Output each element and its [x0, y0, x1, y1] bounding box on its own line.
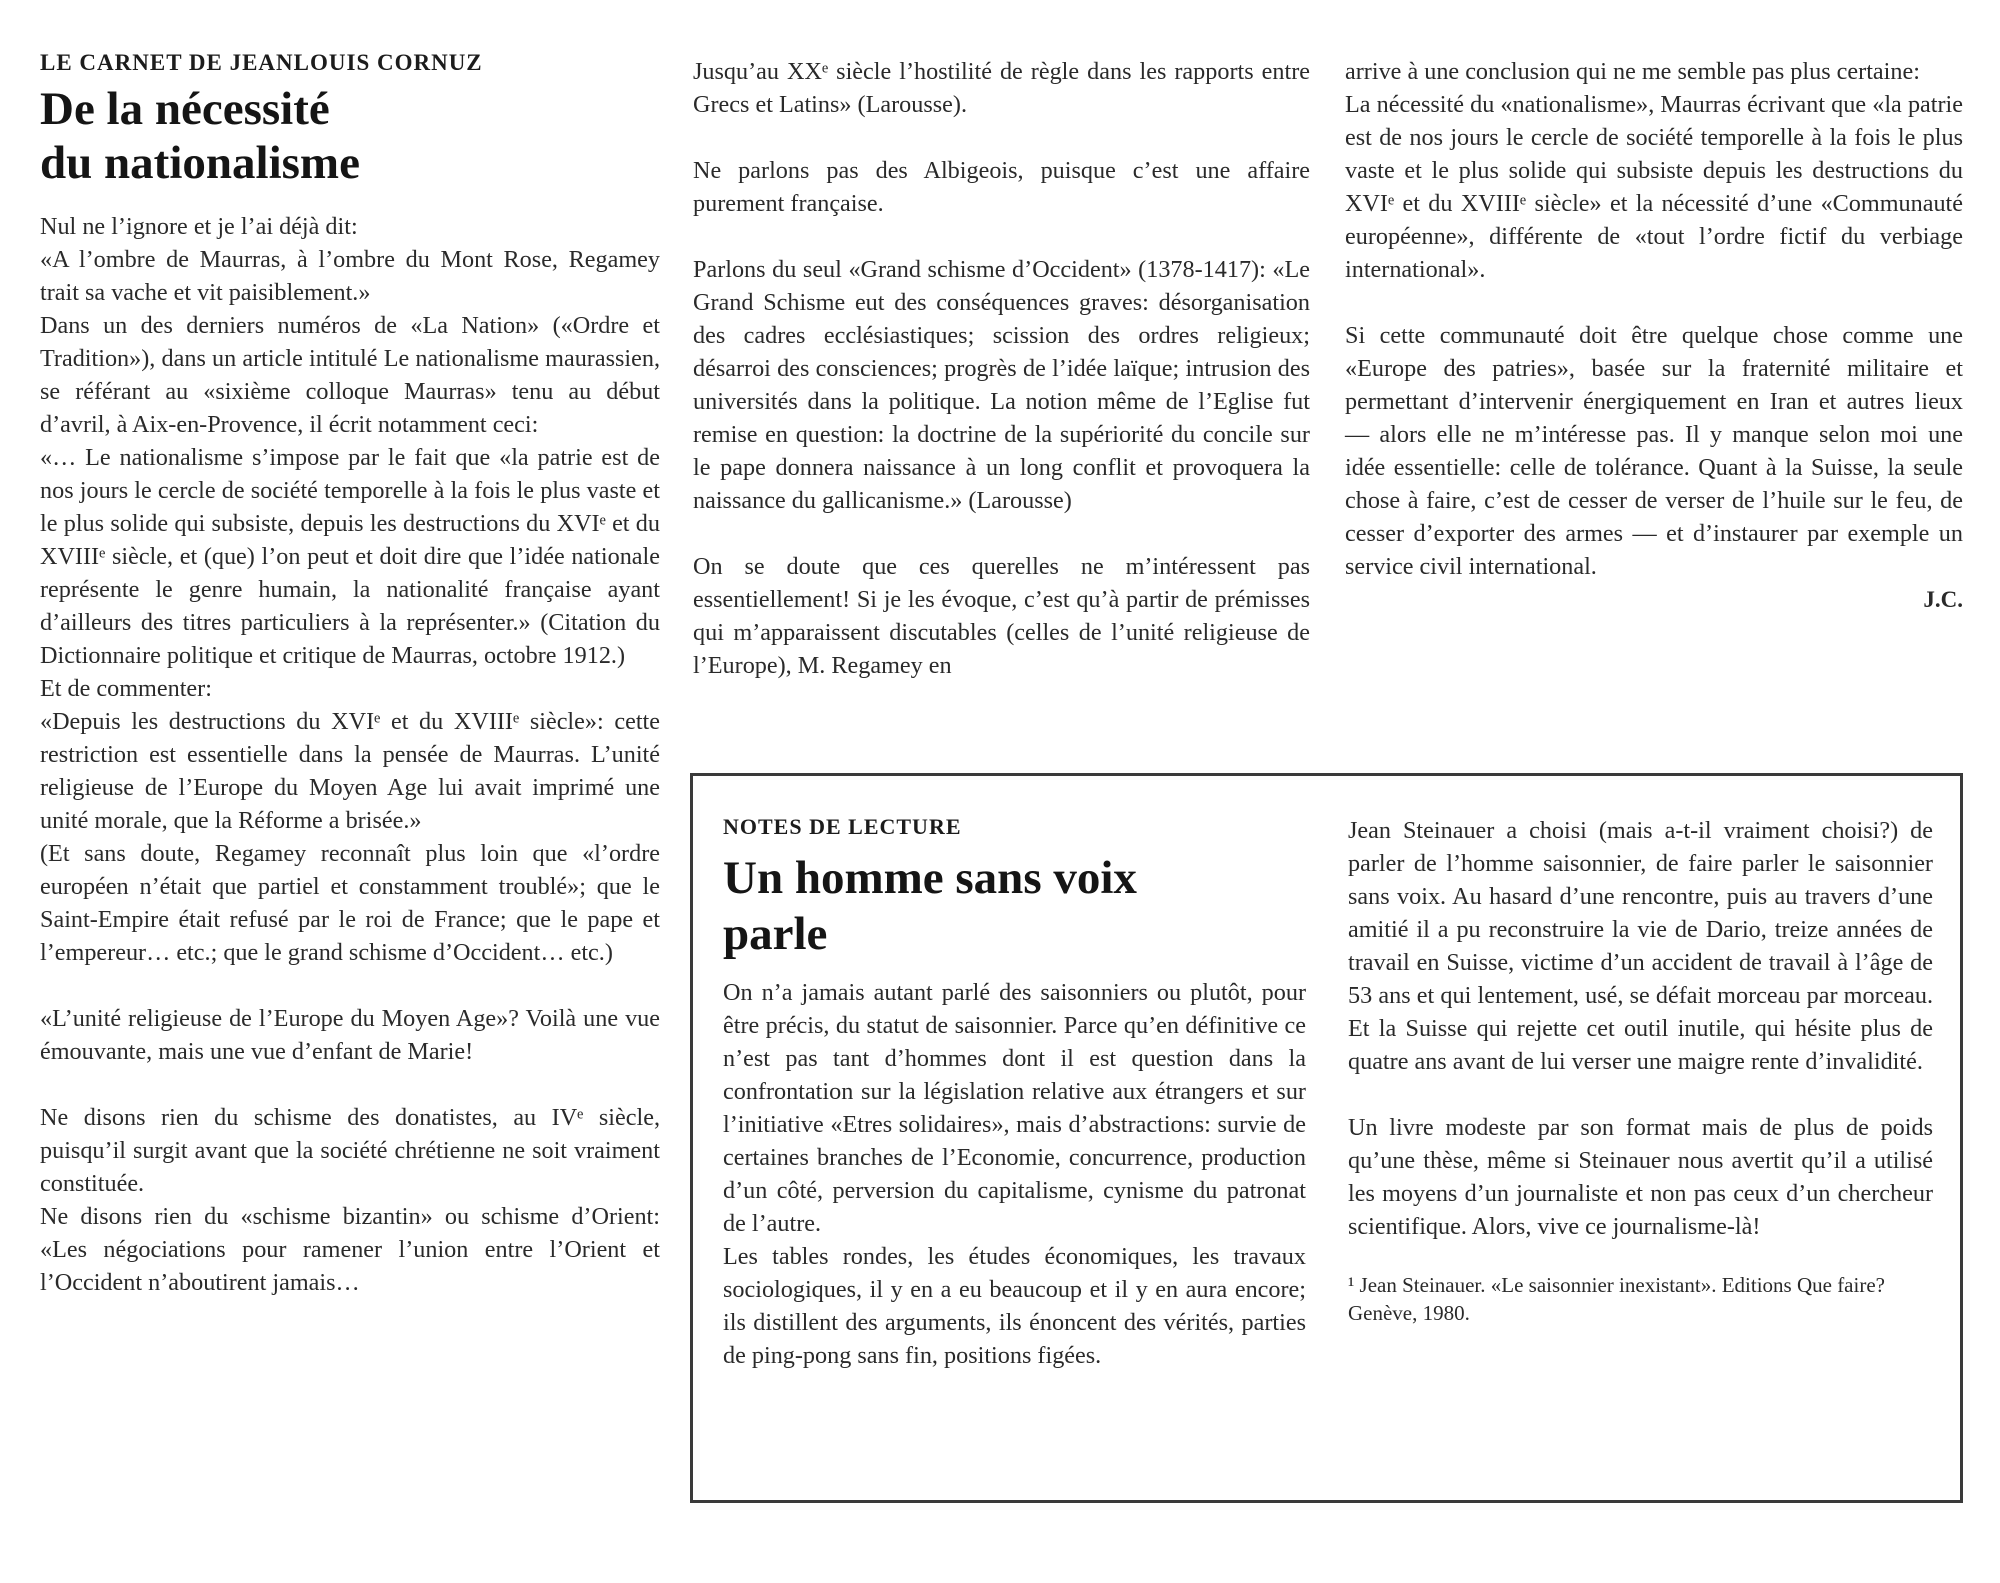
carnet-column-1	[40, 50, 660, 1299]
notes-title-line-2: parle	[723, 908, 828, 960]
notes-col1-text	[723, 976, 1306, 1372]
section-kicker: LE CARNET DE JEANLOUIS CORNUZ	[40, 50, 483, 75]
paragraph: Dans un des derniers numéros de «La Nation» («Ordre et Tradition»), dans un article intitulé Le nationalisme maurassien, se référant au «sixième colloque Maurras» tenu au début d’avril, à Aix-en-Provence, il écrit notamment ceci:	[40, 312, 660, 438]
paragraph: Ne disons rien du schisme des donatistes, au IVᵉ siècle, puisqu’il surgit avant que la société chrétienne ne soit vraiment constituée.	[40, 1104, 660, 1197]
paragraph: «Depuis les destructions du XVIᵉ et du XVIIIᵉ siècle»: cette restriction est essentielle dans la pensée de Maurras. L’unité religieuse de l’Europe du Moyen Age lui avait imprimé une unité morale, que la Réforme a brisée.»	[40, 708, 660, 834]
paragraph: «L’unité religieuse de l’Europe du Moyen Age»? Voilà une vue émouvante, mais une vue d’enfant de Marie!	[40, 1005, 660, 1065]
paragraph: Les tables rondes, les études économiques, les travaux sociologiques, il y en a eu beaucoup et il y en aura encore; ils distillent des arguments, ils énoncent des vérités, parties de ping-pong sans fin, positions figées.	[723, 1243, 1306, 1369]
carnet-col3-text	[1345, 55, 1963, 583]
article-title	[40, 82, 660, 190]
paragraph: Un livre modeste par son format mais de plus de poids qu’une thèse, même si Steinauer nous avertit qu’il a utilisé les moyens d’un journaliste et non pas ceux d’un chercheur scientifique. Alors, vive ce journalisme-là!	[1348, 1114, 1933, 1240]
notes-title-line-1: Un homme sans voix	[723, 852, 1137, 904]
reading-notes-box	[690, 773, 1963, 1503]
paragraph: On se doute que ces querelles ne m’intéressent pas essentiellement! Si je les évoque, c’est qu’à partir de prémisses qui m’apparaissent discutables (celles de l’unité religieuse de l’Europe), M. Regamey en	[693, 553, 1310, 679]
paragraph: «… Le nationalisme s’impose par le fait que «la patrie est de nos jours le cercle de société temporelle à la fois le plus vaste et le plus solide qui subsiste, depuis les destructions du XVIᵉ et du XVIIIᵉ siècle, et (que) l’on peut et doit dire que l’idée nationale représente le genre humain, la nationalité française ayant d’ailleurs des titres particuliers à la représenter.» (Citation du Dictionnaire politique et critique de Maurras, octobre 1912.)	[40, 444, 660, 669]
paragraph-gap	[693, 517, 1310, 550]
carnet-col1-text	[40, 210, 660, 1299]
paragraph-gap	[40, 969, 660, 1002]
paragraph-gap	[1348, 1078, 1933, 1111]
footnote: ¹ Jean Steinauer. «Le saisonnier inexistant». Editions Que faire? Genève, 1980.	[1348, 1273, 1885, 1325]
paragraph: La nécessité du «nationalisme», Maurras écrivant que «la patrie est de nos jours le cercle de société temporelle à la fois le plus vaste et le plus solide qui subsiste depuis les destructions du XVIᵉ et du XVIIIᵉ siècle» et la nécessité d’une «Communauté européenne», différente de «tout l’ordre fictif du verbiage international».	[1345, 91, 1963, 283]
paragraph: «A l’ombre de Maurras, à l’ombre du Mont Rose, Regamey trait sa vache et vit paisiblement.»	[40, 246, 660, 306]
article-title-line-1: De la nécessité	[40, 83, 330, 135]
carnet-column-3	[1345, 55, 1963, 613]
paragraph: Parlons du seul «Grand schisme d’Occident» (1378-1417): «Le Grand Schisme eut des conséquences graves: désorganisation des cadres ecclésiastiques; scission des ordres religieux; désarroi des consciences; progrès de l’idée laïque; intrusion des universités dans la politique. La notion même de l’Eglise fut remise en question: la doctrine de la supériorité du concile sur le pape donnera naissance à un long conflit et provoquera la naissance du gallicanisme.» (Larousse)	[693, 256, 1310, 514]
notes-column-1	[723, 814, 1306, 1372]
paragraph: Nul ne l’ignore et je l’ai déjà dit:	[40, 213, 358, 240]
paragraph-gap	[1345, 286, 1963, 319]
paragraph-gap	[693, 121, 1310, 154]
paragraph: arrive à une conclusion qui ne me semble pas plus certaine:	[1345, 58, 1920, 85]
notes-title	[723, 850, 1306, 962]
paragraph: On n’a jamais autant parlé des saisonniers ou plutôt, pour être précis, du statut de saisonnier. Parce qu’en définitive ce n’est pas tant d’hommes dont il est question dans la confrontation sur la législation relative aux étrangers et sur l’initiative «Etres solidaires», mais d’abstractions: survie de certaines branches de l’Economie, concurrence, production d’un côté, perversion du capitalisme, cynisme du patronat de l’autre.	[723, 979, 1306, 1237]
paragraph: Ne disons rien du «schisme bizantin» ou schisme d’Orient: «Les négociations pour ramener l’union entre l’Orient et l’Occident n’aboutirent jamais…	[40, 1203, 660, 1296]
paragraph-gap	[693, 220, 1310, 253]
paragraph: Jean Steinauer a choisi (mais a-t-il vraiment choisi?) de parler de l’homme saisonnier, de faire parler le saisonnier sans voix. Au hasard d’une rencontre, puis au travers d’une amitié il a pu reconstruire la vie de Dario, treize années de travail en Suisse, victime d’un accident de travail à l’âge de 53 ans et qui lentement, usé, se défait morceau par morceau. Et la Suisse qui rejette cet outil inutile, qui hésite plus de quatre ans avant de lui verser une maigre rente d’invalidité.	[1348, 817, 1933, 1075]
paragraph-gap	[40, 1068, 660, 1101]
author-signature: J.C.	[1923, 587, 1963, 612]
paragraph: Si cette communauté doit être quelque chose comme une «Europe des patries», basée sur la fraternité militaire et permettant d’intervenir énergiquement en Iran et autres lieux — alors elle ne m’intéresse pas. Il y manque selon moi une idée essentielle: celle de tolérance. Quant à la Suisse, la seule chose à faire, c’est de cesser de verser de l’huile sur le feu, de cesser d’exporter des armes — et d’instaurer par exemple un service civil international.	[1345, 322, 1963, 580]
notes-column-2	[1348, 814, 1933, 1327]
paragraph: Jusqu’au XXᵉ siècle l’hostilité de règle dans les rapports entre Grecs et Latins» (Larousse).	[693, 58, 1310, 118]
carnet-col2-text	[693, 55, 1310, 682]
paragraph: (Et sans doute, Regamey reconnaît plus loin que «l’ordre européen n’était que partiel et constamment troublé»; que le Saint-Empire était refusé par le roi de France; que le pape et l’empereur… etc.; que le grand schisme d’Occident… etc.)	[40, 840, 660, 966]
notes-kicker: NOTES DE LECTURE	[723, 814, 962, 839]
carnet-column-2	[693, 55, 1310, 682]
paragraph: Ne parlons pas des Albigeois, puisque c’est une affaire purement française.	[693, 157, 1310, 217]
paragraph: Et de commenter:	[40, 675, 212, 702]
article-title-line-2: du nationalisme	[40, 137, 360, 189]
notes-col2-text	[1348, 814, 1933, 1243]
